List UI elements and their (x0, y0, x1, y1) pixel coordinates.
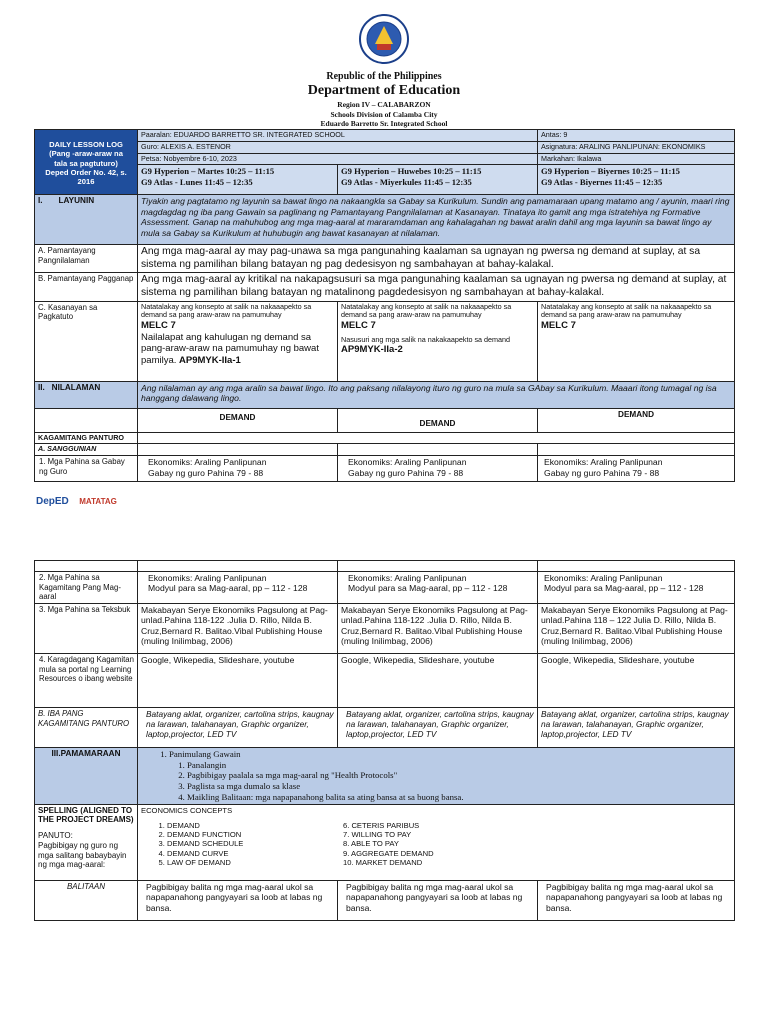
spelling-word-3: 3. DEMAND SCHEDULE (167, 839, 343, 848)
spelling-word-1: 1. DEMAND (167, 821, 343, 830)
sanggunian-empty-1 (138, 444, 338, 456)
pamantayang-pagganap-text: Ang mga mag-aaral ay kritikal na nakapagsusuri sa mga pangunahing kaalaman sa ugnayan ng pwersa ng demand at suplay, at sistema ng pamilihan bilang batayan ng matalinong pagdedesisyon ng sambahayan at bahay-kalakal. (138, 273, 735, 301)
guro: Guro: ALEXIS A. ESTENOR (138, 141, 538, 153)
header-department: Department of Education (307, 83, 461, 98)
header-republic: Republic of the Philippines (326, 71, 442, 82)
pamamaraan-list (141, 749, 731, 803)
spelling-word-10: 10. MARKET DEMAND (343, 857, 423, 867)
blank-row-4 (538, 561, 735, 572)
footer-logos (36, 491, 117, 511)
header-region: Region IV – CALABARZON (337, 100, 431, 109)
dll-sub4: 2016 (77, 177, 95, 186)
pamamaraan-item-1: 1. Panimulang Gawain (169, 749, 731, 760)
petsa: Petsa: Nobyembre 6-10, 2023 (138, 153, 538, 165)
kasanayan-col1-melc: MELC 7 (141, 320, 176, 332)
teksbuk-label: 3. Mga Pahina sa Teksbuk (35, 604, 138, 654)
topic-1: DEMAND (138, 408, 338, 432)
kasanayan-label: C. Kasanayan sa Pagkatuto (35, 301, 138, 381)
panuto-label: PANUTO: (38, 831, 73, 841)
spelling-label-cell (35, 804, 138, 880)
header-school: Eduardo Barretto Sr. Integrated School (320, 119, 448, 128)
kasanayan-col2-melc: MELC 7 (341, 320, 376, 332)
iba-pang-1: Batayang aklat, organizer, cartolina strips, kaugnay na larawan, talahanayan, Graphic organizer, laptop,projector, LED TV (138, 708, 338, 748)
blank-row-2 (138, 561, 338, 572)
pamantayang-nilalaman-text: Ang mga mag-aaral ay may pag-unawa sa mga pangunahing kaalaman sa ugnayan ng pwersa ng demand at suplay, at sa sistema ng pamilihan bilang batayan ng pag dedesisyon ng sambahayan at bahay-kalakal. (138, 245, 735, 273)
schedule-2-line2: G9 Atlas - Miyerkules 11:45 – 12:35 (341, 176, 472, 187)
teksbuk-3: Makabayan Serye Ekonomiks Pagsulong at Pag- unlad.Pahina 118 – 122 Julia D. Rillo, Nilda B. Cruz,Bernard R. Balitao.Vibal Publishing House (muling Inilimbag, 2006) (538, 604, 735, 654)
spelling-word-9: 9. AGGREGATE DEMAND (343, 848, 434, 858)
dll-sub3: Deped Order No. 42, s. (45, 167, 127, 177)
modyul-1-l2: Modyul para sa Mag-aaral, pp – 112 - 128 (148, 583, 308, 594)
teksbuk-2: Makabayan Serye Ekonomiks Pagsulong at Pag- unlad.Pahina 118-122 .Julia D. Rillo, Nilda B. Cruz,Bernard R. Balitao.Vibal Publishing House (muling Inilimbag, 2006) (338, 604, 538, 654)
kasanayan-col3-melc: MELC 7 (541, 320, 576, 332)
nilalaman-text: Ang nilalaman ay ang mga aralin sa bawat lingo. Ito ang paksang nilalayong ituro ng guro na mula sa GAbay sa Kurikulum. Maaari itong tumagal ng isa hanggang dalawang lingo. (138, 381, 735, 408)
lesson-log-table-top (34, 129, 735, 482)
kagamitang-pang-mag-aaral-label: 2. Mga Pahina sa Kagamitang Pang Mag-aaral (35, 572, 138, 604)
gabay-ng-guro-label: 1. Mga Pahina sa Gabay ng Guro (35, 456, 138, 482)
kasanayan-col1-code: AP9MYK-IIa-1 (179, 354, 241, 366)
spelling-header: ECONOMICS CONCEPTS (141, 805, 233, 815)
dll-sub1: (Pang -araw-araw na (49, 149, 123, 159)
iba-pang-kagamitan-label: B. IBA PANG KAGAMITANG PANTURO (35, 708, 138, 748)
header-division: Schools Division of Calamba City (330, 110, 438, 119)
pamamaraan-sub-4: 4. Maikling Balitaan: mga napapanahong balita sa ating bansa at sa buong bansa. (187, 792, 731, 803)
spelling-right-list (343, 821, 519, 867)
modyul-3-l1: Ekonomiks: Araling Panlipunan (544, 573, 663, 583)
kasanayan-col3-intro: Natatalakay ang konsepto at salik na nakaaapekto sa demand sa pang araw-araw na pamumuhay (541, 301, 712, 320)
blank-row-1 (35, 561, 138, 572)
modyul-3-l2: Modyul para sa Mag-aaral, pp – 112 - 128 (544, 583, 704, 594)
pamamaraan-sublist (153, 760, 731, 803)
kagamitang-panturo-empty (138, 432, 735, 444)
spelling-word-6: 6. CETERIS PARIBUS (343, 820, 420, 830)
matatag-logo: MATATAG (79, 497, 117, 506)
gabay-1-l1: Ekonomiks: Araling Panlipunan (148, 457, 267, 468)
pamamaraan-label: III.PAMAMARAAN (35, 748, 138, 805)
gabay-2-l2: Gabay ng guro Pahina 79 - 88 (348, 467, 464, 478)
nilalaman-label (35, 381, 138, 408)
layunin-text: Tiyakin ang pagtatamo ng layunin sa bawat lingo na nakaangkla sa Gabay sa Kurikulum. Sundin ang pamamaraan upang matamo ang / ayunin, maari ring magdagdag ng iba pang Gawain sa paglinang ng Pamantayang Pangnilalaman at Kasanayan. Tinataya ito gamit ang mga istratehiya ng Formative Assessment. Ganap na mahuhubog ang mga mag-aaral at mararamdaman ang kahalagahan ng bawat aralin dahil ang mga layunin sa bawat lingo ay mula sa Gabay sa Kurikulum at huhubugin ang bawat kasanayan at nilalaman. (138, 195, 735, 245)
lesson-log-table-bottom (34, 560, 735, 921)
deped-logo: DepED (36, 496, 69, 507)
dll-title: DAILY LESSON LOG (49, 140, 123, 149)
pamantayang-pagganap-label: B. Pamantayang Pagganap (35, 273, 138, 301)
panuto-text: Pagbibigay ng guro ng mga salitang babaybayin ng mga mag-aaral: (38, 840, 127, 870)
spelling-word-7: 7. WILLING TO PAY (343, 830, 412, 840)
paaralan: Paaralan: EDUARDO BARRETTO SR. INTEGRATED SCHOOL (138, 130, 538, 142)
modyul-1 (138, 572, 338, 604)
schedule-1-line2: G9 Atlas - Lunes 11:45 – 12:35 (141, 176, 253, 187)
asignatura: Asignatura: ARALING PANLIPUNAN: EKONOMIKS (538, 141, 735, 153)
sanggunian-label: A. SANGGUNIAN (35, 444, 138, 456)
karagdagang-2: Google, Wikepedia, Slideshare, youtube (338, 654, 538, 708)
balitaan-label: BALITAAN (35, 880, 138, 920)
spelling-content (138, 804, 735, 880)
schedule-2-line1: G9 Hyperion – Huwebes 10:25 – 11:15 (341, 166, 482, 177)
gabay-ng-guro-2 (338, 456, 538, 482)
dll-title-cell (35, 130, 138, 195)
schedule-1-line1: G9 Hyperion – Martes 10:25 – 11:15 (141, 166, 275, 177)
gabay-3-l1: Ekonomiks: Araling Panlipunan (544, 457, 663, 468)
kagamitang-panturo-label: KAGAMITANG PANTURO (35, 432, 138, 444)
sanggunian-empty-2 (338, 444, 538, 456)
iba-pang-2: Batayang aklat, organizer, cartolina strips, kaugnay na larawan, talahanayan, Graphic organizer, laptop,projector, LED TV (338, 708, 538, 748)
gabay-2-l1: Ekonomiks: Araling Panlipunan (348, 457, 467, 468)
modyul-3 (538, 572, 735, 604)
spelling-word-2: 2. DEMAND FUNCTION (167, 830, 343, 839)
dll-sub2: tala sa pagtuturo) (54, 158, 118, 168)
nilalaman-title: NILALAMAN (51, 382, 101, 392)
karagdagang-kagamitan-label: 4. Karagdagang Kagamitan mula sa portal ng Learning Resources o ibang website (35, 654, 138, 708)
modyul-2 (338, 572, 538, 604)
kasanayan-col1 (138, 301, 338, 381)
pamamaraan-content (138, 748, 735, 805)
karagdagang-3: Google, Wikepedia, Slideshare, youtube (538, 654, 735, 708)
schedule-day-1 (138, 165, 338, 195)
deped-seal-logo (359, 14, 409, 64)
pamamaraan-sub-1: 1. Panalangin (187, 760, 731, 771)
teksbuk-1: Makabayan Serye Ekonomiks Pagsulong at Pag- unlad.Pahina 118-122 .Julia D. Rillo, Nilda B. Cruz,Bernard R. Balitao.Vibal Publishing House (muling Inilimbag, 2006) (138, 604, 338, 654)
karagdagang-1: Google, Wikepedia, Slideshare, youtube (138, 654, 338, 708)
balitaan-1: Pagbibigay balita ng mga mag-aaral ukol sa napapanahong pangyayari sa loob at labas ng bansa. (138, 880, 338, 920)
nilalaman-num: II. (38, 382, 45, 392)
modyul-2-l1: Ekonomiks: Araling Panlipunan (348, 573, 467, 583)
spelling-word-8: 8. ABLE TO PAY (343, 839, 399, 849)
spelling-word-4: 4. DEMAND CURVE (167, 849, 343, 858)
kasanayan-col2-code: AP9MYK-IIa-2 (341, 344, 403, 356)
gabay-ng-guro-1 (138, 456, 338, 482)
kasanayan-col2-intro: Natatalakay ang konsepto at salik na nakaaapekto sa demand sa pang araw-araw na pamumuhay (341, 301, 512, 320)
gabay-ng-guro-3 (538, 456, 735, 482)
modyul-1-l1: Ekonomiks: Araling Panlipunan (148, 573, 267, 583)
topic-3: DEMAND (538, 408, 735, 432)
balitaan-3: Pagbibigay balita ng mga mag-aaral ukol sa napapanahong pangyayari sa loob at labas ng bansa. (538, 880, 735, 920)
topic-2: DEMAND (338, 408, 538, 432)
blank-row-3 (338, 561, 538, 572)
markahan: Markahan: Ikalawa (538, 153, 735, 165)
schedule-day-2 (338, 165, 538, 195)
kasanayan-col1-extra: Nailalapat ang kahulugan ng demand sa pang-araw-araw na pamumuhay ng bawat pamilya. (141, 331, 319, 366)
schedule-day-3 (538, 165, 735, 195)
kasanayan-col3 (538, 301, 735, 381)
gabay-1-l2: Gabay ng guro Pahina 79 - 88 (148, 467, 264, 478)
pamantayang-nilalaman-label: A. Pamantayang Pangnilalaman (35, 245, 138, 273)
spelling-word-5: 5. LAW OF DEMAND (167, 858, 343, 867)
spelling-left-list (141, 821, 343, 867)
kasanayan-col2-extra: Nasusuri ang mga salik na nakakaapekto sa demand (341, 334, 511, 344)
spelling-label: SPELLING (ALIGNED TO THE PROJECT DREAMS) (38, 805, 134, 825)
pamamaraan-sub-2: 2. Pagbibigay paalala sa mga mag-aaral ng "Health Protocols" (187, 770, 731, 781)
kasanayan-col2 (338, 301, 538, 381)
topic-label-empty (35, 408, 138, 432)
layunin-num: I. (38, 196, 43, 206)
balitaan-2: Pagbibigay balita ng mga mag-aaral ukol sa napapanahong pangyayari sa loob at labas ng bansa. (338, 880, 538, 920)
modyul-2-l2: Modyul para sa Mag-aaral, pp – 112 - 128 (348, 583, 508, 594)
layunin-label (35, 195, 138, 245)
pamamaraan-sub-3: 3. Paglista sa mga dumalo sa klase (187, 781, 731, 792)
schedule-3-line2: G9 Atlas - Biyernes 11:45 – 12:35 (541, 176, 663, 187)
schedule-3-line1: G9 Hyperion – Biyernes 10:25 – 11:15 (541, 166, 680, 177)
kasanayan-col1-intro: Natatalakay ang konsepto at salik na nakaaapekto sa demand sa pang araw-araw na pamumuhay (141, 301, 312, 320)
sanggunian-empty-3 (538, 444, 735, 456)
spelling-columns (141, 821, 731, 867)
gabay-3-l2: Gabay ng guro Pahina 79 - 88 (544, 467, 660, 478)
antas: Antas: 9 (538, 130, 735, 142)
layunin-title: LAYUNIN (58, 196, 95, 206)
iba-pang-3: Batayang aklat, organizer, cartolina strips, kaugnay na larawan, talahanayan, Graphic organizer, laptop,projector, LED TV (538, 708, 735, 748)
